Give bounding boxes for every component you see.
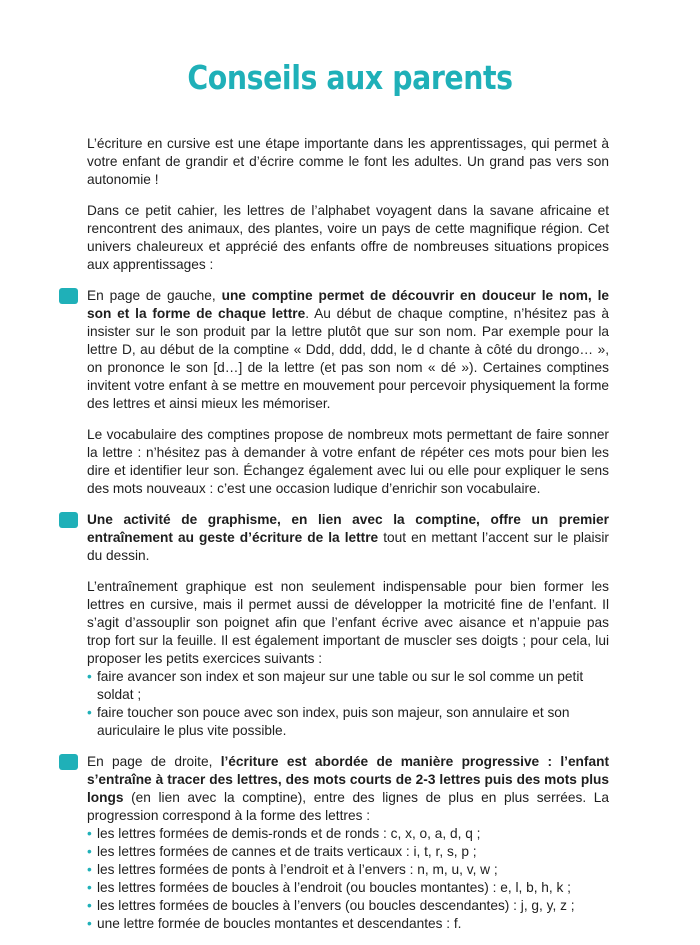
intro-paragraph-1: L’écriture en cursive est une étape importante dans les apprentissages, qui permet à votre enfant de grandir et d’écrire comme le font les adultes. Un grand pas vers son autonomie ! xyxy=(87,136,609,187)
section-comptine xyxy=(87,287,609,498)
list-item: • les lettres formées de ponts à l’endroit et à l’envers : n, m, u, v, w ; xyxy=(87,861,609,879)
section-marker-icon xyxy=(59,288,78,304)
list-item: • faire avancer son index et son majeur sur une table ou sur le sol comme un petit soldat ; xyxy=(87,668,609,704)
list-item: • les lettres formées de boucles à l’endroit (ou boucles montantes) : e, l, b, h, k ; xyxy=(87,879,609,897)
section-marker-icon xyxy=(59,754,78,770)
list-item: • les lettres formées de demis-ronds et de ronds : c, x, o, a, d, q ; xyxy=(87,825,609,843)
letter-progression-list xyxy=(87,825,609,933)
section-marker-icon xyxy=(59,512,78,528)
section-comptine-paragraph: En page de gauche, une comptine permet de découvrir en douceur le nom, le son et la forme de chaque lettre. Au début de chaque comptine, n’hésitez pas à insister sur le son produit par la lettre plutôt que sur son nom. Par exemple pour la lettre D, au début de la comptine « Ddd, ddd, ddd, le d chante à côté du drongo… », on prononce le son [d…] de la lettre (et pas son nom « dé »). Certaines comptines invitent votre enfant à se mettre en mouvement pour percevoir physiquement la forme des lettres et ainsi mieux les mémoriser. xyxy=(87,288,609,411)
section-graphisme-paragraph: Une activité de graphisme, en lien avec la comptine, offre un premier entraînement au geste d’écriture de la lettre tout en mettant l’accent sur le plaisir du dessin. xyxy=(87,512,609,563)
section-ecriture xyxy=(87,753,609,933)
list-item: • les lettres formées de boucles à l’envers (ou boucles descendantes) : j, g, y, z ; xyxy=(87,897,609,915)
list-item: • une lettre formée de boucles montantes et descendantes : f. xyxy=(87,915,609,933)
section-graphisme xyxy=(87,511,609,740)
section-vocabulary-paragraph: Le vocabulaire des comptines propose de nombreux mots permettant de faire sonner la lettre : n’hésitez pas à demander à votre enfant de répéter ces mots pour bien les dire et identifier leur son. Échangez également avec lui ou elle pour expliquer le sens des mots nouveaux : c’est une occasion ludique d’enrichir son vocabulaire. xyxy=(87,427,609,496)
advice-body xyxy=(87,135,609,933)
exercise-list xyxy=(87,668,609,740)
section-ecriture-paragraph: En page de droite, l’écriture est abordée de manière progressive : l’enfant s’entraîne à tracer des lettres, des mots courts de 2-3 lettres puis des mots plus longs (en lien avec la comptine), entre des lignes de plus en plus serrées. La progression correspond à la forme des lettres : xyxy=(87,754,610,823)
intro-paragraph-2: Dans ce petit cahier, les lettres de l’alphabet voyagent dans la savane africaine et rencontrent des animaux, des plantes, voire un pays de cette magnifique région. Cet univers chaleureux et apprécié des enfants offre de nombreuses situations propices aux apprentissages : xyxy=(87,203,609,272)
list-item: • les lettres formées de cannes et de traits verticaux : i, t, r, s, p ; xyxy=(87,843,609,861)
page-title: Conseils aux parents xyxy=(187,58,513,97)
list-item: • faire toucher son pouce avec son index, puis son majeur, son annulaire et son auriculaire le plus vite possible. xyxy=(87,704,609,740)
section-training-paragraph: L’entraînement graphique est non seulement indispensable pour bien former les lettres en cursive, mais il permet aussi de développer la motricité fine de l’enfant. Il s’agit d’assouplir son poignet afin que l’enfant écrive avec aisance et n’appuie pas trop fort sur la feuille. Il est également important de muscler ses doigts ; pour cela, lui proposer les petits exercices suivants : xyxy=(87,579,609,666)
